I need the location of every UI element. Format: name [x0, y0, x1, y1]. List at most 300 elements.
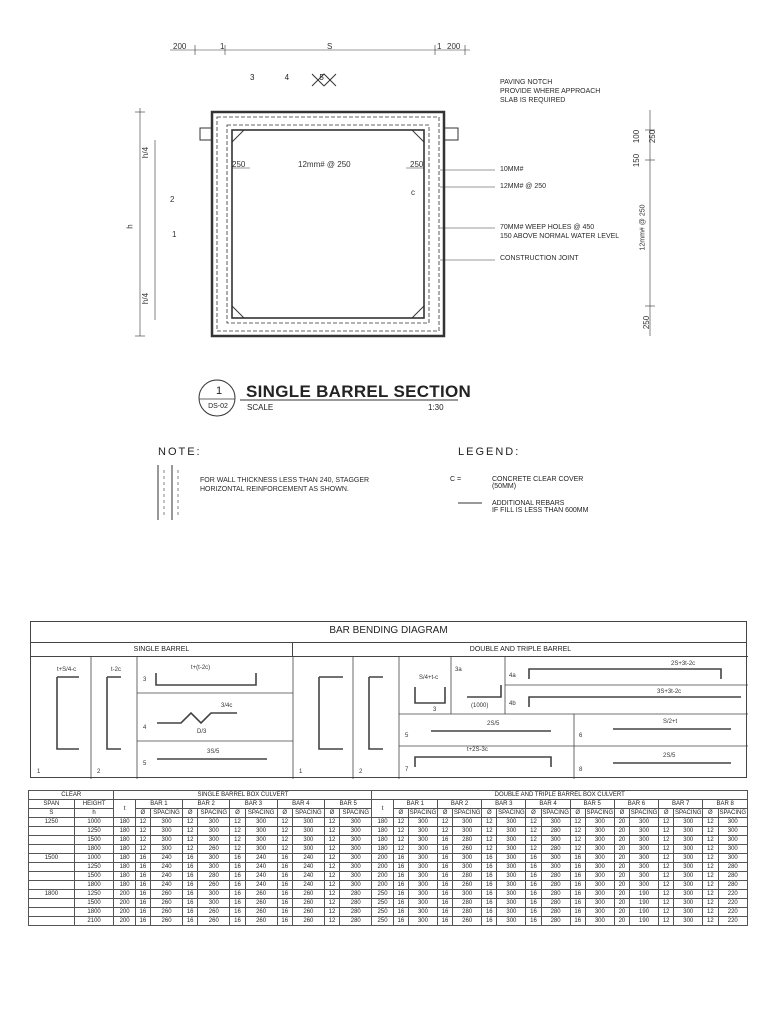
- value-cell: 16: [437, 845, 452, 854]
- value-cell: 12: [183, 845, 198, 854]
- bbd-label-1: 1: [37, 769, 41, 775]
- bbd-label-3-double: 3: [433, 707, 437, 713]
- double-bar-4-header: BAR 4: [526, 800, 570, 809]
- value-cell: 300: [497, 908, 526, 917]
- value-cell: 16: [230, 872, 245, 881]
- value-cell: 300: [585, 845, 614, 854]
- value-cell: 12: [526, 836, 541, 845]
- value-cell: 300: [674, 863, 703, 872]
- value-cell: 12: [703, 863, 718, 872]
- single-bar-2-header: BAR 2: [183, 800, 230, 809]
- bar-schedule-table: [28, 790, 748, 926]
- bbd-label-1-double: 1: [299, 769, 303, 775]
- span-cell: 1250: [29, 818, 75, 827]
- phi-header: Ø: [183, 809, 198, 818]
- legend-heading: LEGEND:: [458, 446, 521, 458]
- top-dim-200-right: 200: [447, 42, 461, 51]
- top-dim-1-left: 1: [220, 42, 225, 51]
- value-cell: 12: [482, 836, 497, 845]
- table-row: [29, 845, 748, 854]
- bbd-dim-4b: D/3: [197, 729, 207, 735]
- value-cell: 180: [114, 818, 135, 827]
- legend-rebar-line-2: IF FILL IS LESS THAN 600MM: [491, 507, 589, 514]
- span-cell: [29, 872, 75, 881]
- value-cell: 300: [585, 863, 614, 872]
- bbd-dim-4: 3/4c: [221, 703, 233, 709]
- value-cell: 300: [292, 845, 324, 854]
- value-cell: 12: [230, 818, 245, 827]
- value-cell: 16: [570, 908, 585, 917]
- value-cell: 16: [393, 899, 408, 908]
- value-cell: 190: [630, 890, 659, 899]
- table-row: [29, 908, 748, 917]
- double-bar-8-header: BAR 8: [703, 800, 748, 809]
- value-cell: 260: [453, 881, 482, 890]
- double-bar-5-header: BAR 5: [570, 800, 614, 809]
- phi-header: Ø: [526, 809, 541, 818]
- value-cell: 280: [453, 899, 482, 908]
- value-cell: 300: [408, 845, 437, 854]
- value-cell: 300: [497, 818, 526, 827]
- value-cell: 300: [541, 818, 570, 827]
- value-cell: 190: [630, 908, 659, 917]
- table-row: [29, 899, 748, 908]
- value-cell: 300: [585, 872, 614, 881]
- value-cell: 300: [292, 827, 324, 836]
- double-bar-7-header: BAR 7: [659, 800, 703, 809]
- value-cell: 16: [230, 899, 245, 908]
- value-cell: 16: [482, 881, 497, 890]
- value-cell: 16: [393, 890, 408, 899]
- weep-line-2: 150 ABOVE NORMAL WATER LEVEL: [500, 232, 620, 240]
- value-cell: 240: [151, 872, 183, 881]
- value-cell: 12: [659, 872, 674, 881]
- value-cell: 12: [703, 890, 718, 899]
- value-cell: 12: [324, 863, 339, 872]
- value-cell: 220: [718, 890, 748, 899]
- value-cell: 16: [135, 917, 150, 926]
- value-cell: 240: [245, 872, 277, 881]
- value-cell: 300: [674, 836, 703, 845]
- value-cell: 280: [453, 836, 482, 845]
- value-cell: 16: [183, 863, 198, 872]
- value-cell: 12: [393, 818, 408, 827]
- value-cell: 16: [570, 863, 585, 872]
- value-cell: 280: [541, 917, 570, 926]
- value-cell: 16: [393, 854, 408, 863]
- value-cell: 300: [340, 836, 372, 845]
- bbd-label-5: 5: [143, 761, 147, 767]
- value-cell: 20: [614, 881, 629, 890]
- value-cell: 12: [324, 827, 339, 836]
- value-cell: 12: [393, 827, 408, 836]
- value-cell: 16: [570, 881, 585, 890]
- height-cell: 1250: [74, 890, 114, 899]
- value-cell: 12: [393, 836, 408, 845]
- value-cell: 260: [245, 917, 277, 926]
- phi-header: Ø: [135, 809, 150, 818]
- value-cell: 12: [277, 845, 292, 854]
- spacing-header: SPACING: [719, 810, 747, 816]
- value-cell: 16: [526, 881, 541, 890]
- value-cell: 16: [570, 899, 585, 908]
- height-cell: 1250: [74, 863, 114, 872]
- value-cell: 12: [230, 827, 245, 836]
- value-cell: 180: [114, 845, 135, 854]
- value-cell: 300: [674, 818, 703, 827]
- phi-header: Ø: [230, 809, 245, 818]
- spacing-header: SPACING: [151, 809, 183, 818]
- value-cell: 300: [408, 890, 437, 899]
- value-cell: 16: [183, 872, 198, 881]
- bar-10mm-label: 10MM#: [500, 166, 524, 173]
- value-cell: 16: [230, 917, 245, 926]
- value-cell: 260: [245, 890, 277, 899]
- bbd-label-2: 2: [97, 769, 101, 775]
- value-cell: 12: [659, 863, 674, 872]
- value-cell: 260: [198, 908, 230, 917]
- value-cell: 12: [437, 818, 452, 827]
- value-cell: 250: [372, 899, 393, 908]
- height-header: HEIGHT: [74, 800, 114, 809]
- right-dim-150: 150: [632, 153, 642, 168]
- value-cell: 250: [372, 917, 393, 926]
- value-cell: 260: [453, 917, 482, 926]
- bbd-label-8: 8: [579, 767, 583, 773]
- scale-label: SCALE: [247, 403, 274, 412]
- value-cell: 12: [703, 818, 718, 827]
- table-row: [29, 881, 748, 890]
- value-cell: 190: [630, 899, 659, 908]
- value-cell: 300: [198, 899, 230, 908]
- value-cell: 12: [526, 827, 541, 836]
- value-cell: 300: [630, 881, 659, 890]
- value-cell: 300: [674, 881, 703, 890]
- value-cell: 16: [277, 890, 292, 899]
- value-cell: 300: [585, 818, 614, 827]
- value-cell: 240: [292, 863, 324, 872]
- value-cell: 220: [718, 908, 748, 917]
- table-row: [29, 863, 748, 872]
- value-cell: 300: [340, 845, 372, 854]
- value-cell: 300: [585, 881, 614, 890]
- bbd-label-6: 6: [579, 733, 583, 739]
- value-cell: 300: [292, 818, 324, 827]
- value-cell: 16: [482, 863, 497, 872]
- value-cell: 240: [292, 872, 324, 881]
- value-cell: 12: [659, 827, 674, 836]
- value-cell: 20: [614, 827, 629, 836]
- value-cell: 12: [230, 836, 245, 845]
- value-cell: 16: [277, 881, 292, 890]
- value-cell: 16: [230, 908, 245, 917]
- value-cell: 260: [151, 917, 183, 926]
- value-cell: 280: [340, 908, 372, 917]
- value-cell: 16: [230, 890, 245, 899]
- value-cell: 16: [277, 917, 292, 926]
- scale-value: 1:30: [428, 403, 444, 412]
- span-sub-header: S: [29, 809, 75, 818]
- value-cell: 300: [245, 827, 277, 836]
- value-cell: 280: [340, 917, 372, 926]
- value-cell: 260: [198, 845, 230, 854]
- spacing-header: SPACING: [198, 809, 230, 818]
- bbd-dim-6: S/2+t: [663, 719, 678, 725]
- legend-item-additional-rebars: [450, 500, 588, 514]
- left-dim-top: h/4: [141, 146, 151, 159]
- value-cell: 16: [570, 890, 585, 899]
- value-cell: 300: [630, 818, 659, 827]
- legend-item-cover: [450, 476, 583, 490]
- value-cell: 300: [198, 818, 230, 827]
- value-cell: 180: [372, 827, 393, 836]
- value-cell: 300: [497, 881, 526, 890]
- value-cell: 300: [198, 890, 230, 899]
- bbd-shapes: [31, 657, 748, 779]
- value-cell: 300: [541, 863, 570, 872]
- phi-header: Ø: [437, 809, 452, 818]
- value-cell: 240: [151, 863, 183, 872]
- double-bar-6-header: BAR 6: [614, 800, 658, 809]
- value-cell: 200: [372, 872, 393, 881]
- value-cell: 16: [183, 881, 198, 890]
- span-cell: 1500: [29, 854, 75, 863]
- value-cell: 12: [570, 827, 585, 836]
- value-cell: 280: [453, 908, 482, 917]
- double-bar-3-header: BAR 3: [482, 800, 526, 809]
- value-cell: 300: [453, 854, 482, 863]
- value-cell: 16: [526, 854, 541, 863]
- spacing-header: SPACING: [630, 810, 658, 816]
- value-cell: 12: [703, 836, 718, 845]
- top-dim-1-right: 1: [437, 42, 442, 51]
- value-cell: 300: [292, 836, 324, 845]
- spacing-header: SPACING: [498, 810, 525, 816]
- value-cell: 16: [277, 899, 292, 908]
- right-dim-100: 100: [632, 129, 642, 144]
- bbd-dim-3-double: S/4+t-c: [419, 675, 439, 681]
- bbd-dim-2: t-2c: [111, 667, 122, 673]
- value-cell: 180: [114, 836, 135, 845]
- value-cell: 300: [630, 827, 659, 836]
- value-cell: 12: [482, 845, 497, 854]
- bbd-dim-7: t+2S-3c: [467, 747, 488, 753]
- value-cell: 300: [497, 872, 526, 881]
- value-cell: 260: [151, 890, 183, 899]
- value-cell: 300: [198, 863, 230, 872]
- bar-bending-diagram: [30, 621, 747, 778]
- double-barrel-header: DOUBLE AND TRIPLE BARREL BOX CULVERT: [372, 791, 748, 800]
- value-cell: 20: [614, 872, 629, 881]
- value-cell: 240: [151, 854, 183, 863]
- value-cell: 16: [570, 917, 585, 926]
- value-cell: 200: [114, 890, 135, 899]
- value-cell: 12: [482, 827, 497, 836]
- value-cell: 300: [585, 917, 614, 926]
- value-cell: 12: [703, 908, 718, 917]
- value-cell: 280: [541, 881, 570, 890]
- value-cell: 300: [630, 872, 659, 881]
- value-cell: 16: [482, 917, 497, 926]
- value-cell: 300: [585, 827, 614, 836]
- value-cell: 20: [614, 818, 629, 827]
- value-cell: 200: [372, 881, 393, 890]
- value-cell: 12: [277, 827, 292, 836]
- table-row: [29, 917, 748, 926]
- height-cell: 1800: [74, 908, 114, 917]
- bbd-label-3: 3: [143, 677, 147, 683]
- right-dim-250: 250: [648, 129, 658, 144]
- value-cell: 180: [114, 854, 135, 863]
- value-cell: 300: [453, 890, 482, 899]
- value-cell: 12: [703, 827, 718, 836]
- value-cell: 16: [437, 917, 452, 926]
- value-cell: 300: [245, 845, 277, 854]
- height-cell: 1000: [74, 854, 114, 863]
- value-cell: 16: [230, 854, 245, 863]
- table-row: [29, 836, 748, 845]
- height-cell: 1800: [74, 845, 114, 854]
- value-cell: 12: [437, 827, 452, 836]
- span-cell: [29, 863, 75, 872]
- value-cell: 300: [408, 827, 437, 836]
- value-cell: 260: [453, 845, 482, 854]
- value-cell: 300: [674, 854, 703, 863]
- value-cell: 300: [674, 845, 703, 854]
- value-cell: 300: [340, 872, 372, 881]
- spacing-header: SPACING: [542, 810, 569, 816]
- value-cell: 300: [718, 845, 748, 854]
- value-cell: 180: [114, 881, 135, 890]
- weep-holes-note: [500, 224, 690, 242]
- value-cell: 12: [277, 836, 292, 845]
- section-callout-number: 1: [215, 385, 223, 397]
- value-cell: 300: [497, 836, 526, 845]
- value-cell: 180: [114, 863, 135, 872]
- value-cell: 300: [718, 818, 748, 827]
- bbd-single-header: SINGLE BARREL: [31, 643, 293, 657]
- value-cell: 16: [482, 872, 497, 881]
- value-cell: 300: [151, 818, 183, 827]
- span-cell: [29, 836, 75, 845]
- value-cell: 12: [703, 881, 718, 890]
- value-cell: 300: [497, 827, 526, 836]
- height-cell: 2100: [74, 917, 114, 926]
- value-cell: 12: [324, 908, 339, 917]
- cover-mark: c: [411, 188, 415, 197]
- value-cell: 280: [541, 827, 570, 836]
- value-cell: 300: [198, 854, 230, 863]
- value-cell: 16: [393, 917, 408, 926]
- value-cell: 280: [541, 908, 570, 917]
- span-cell: [29, 899, 75, 908]
- phi-header: Ø: [570, 809, 585, 818]
- value-cell: 200: [114, 917, 135, 926]
- value-cell: 20: [614, 854, 629, 863]
- span-cell: 1800: [29, 890, 75, 899]
- value-cell: 16: [437, 899, 452, 908]
- value-cell: 12: [135, 827, 150, 836]
- value-cell: 300: [718, 827, 748, 836]
- value-cell: 12: [324, 845, 339, 854]
- value-cell: 260: [198, 917, 230, 926]
- value-cell: 300: [340, 818, 372, 827]
- value-cell: 12: [659, 917, 674, 926]
- note-heading: NOTE:: [158, 446, 202, 458]
- legend-text-cover: [492, 476, 583, 490]
- bbd-double-header: DOUBLE AND TRIPLE BARREL: [293, 643, 748, 657]
- value-cell: 16: [526, 908, 541, 917]
- value-cell: 12: [703, 899, 718, 908]
- height-cell: 1500: [74, 836, 114, 845]
- spacing-header: SPACING: [245, 809, 277, 818]
- value-cell: 280: [541, 890, 570, 899]
- value-cell: 180: [372, 818, 393, 827]
- value-cell: 240: [245, 863, 277, 872]
- value-cell: 16: [437, 908, 452, 917]
- value-cell: 250: [372, 890, 393, 899]
- value-cell: 300: [541, 836, 570, 845]
- bbd-label-4: 4: [143, 725, 147, 731]
- value-cell: 300: [245, 818, 277, 827]
- phi-header: Ø: [614, 809, 629, 818]
- value-cell: 300: [408, 917, 437, 926]
- bbd-label-5-double: 5: [405, 733, 409, 739]
- value-cell: 300: [630, 836, 659, 845]
- bbd-label-7: 7: [405, 767, 409, 773]
- value-cell: 300: [198, 836, 230, 845]
- value-cell: 280: [541, 872, 570, 881]
- value-cell: 300: [453, 818, 482, 827]
- legend-symbol-c: C =: [450, 476, 462, 483]
- bbd-label-2-double: 2: [359, 769, 363, 775]
- value-cell: 300: [718, 854, 748, 863]
- value-cell: 12: [324, 872, 339, 881]
- value-cell: 300: [585, 899, 614, 908]
- value-cell: 12: [570, 818, 585, 827]
- value-cell: 12: [183, 818, 198, 827]
- value-cell: 12: [659, 836, 674, 845]
- value-cell: 260: [245, 908, 277, 917]
- value-cell: 300: [674, 827, 703, 836]
- value-cell: 16: [230, 863, 245, 872]
- value-cell: 12: [324, 836, 339, 845]
- single-bar-3-header: BAR 3: [230, 800, 277, 809]
- t-header-double: t: [372, 800, 393, 818]
- value-cell: 260: [151, 908, 183, 917]
- value-cell: 20: [614, 908, 629, 917]
- value-cell: 12: [659, 881, 674, 890]
- double-bar-1-header: BAR 1: [393, 800, 437, 809]
- value-cell: 12: [526, 845, 541, 854]
- value-cell: 300: [674, 872, 703, 881]
- value-cell: 12: [659, 845, 674, 854]
- spacing-header: SPACING: [674, 810, 702, 816]
- bbd-dim-5-double: 2S/5: [487, 721, 500, 727]
- value-cell: 280: [718, 863, 748, 872]
- value-cell: 300: [497, 890, 526, 899]
- value-cell: 260: [292, 899, 324, 908]
- value-cell: 12: [135, 845, 150, 854]
- value-cell: 280: [718, 872, 748, 881]
- value-cell: 16: [393, 863, 408, 872]
- value-cell: 200: [372, 854, 393, 863]
- span-cell: [29, 827, 75, 836]
- value-cell: 16: [183, 890, 198, 899]
- value-cell: 300: [630, 854, 659, 863]
- note-line-2: HORIZONTAL REINFORCEMENT AS SHOWN.: [200, 485, 349, 493]
- value-cell: 12: [659, 890, 674, 899]
